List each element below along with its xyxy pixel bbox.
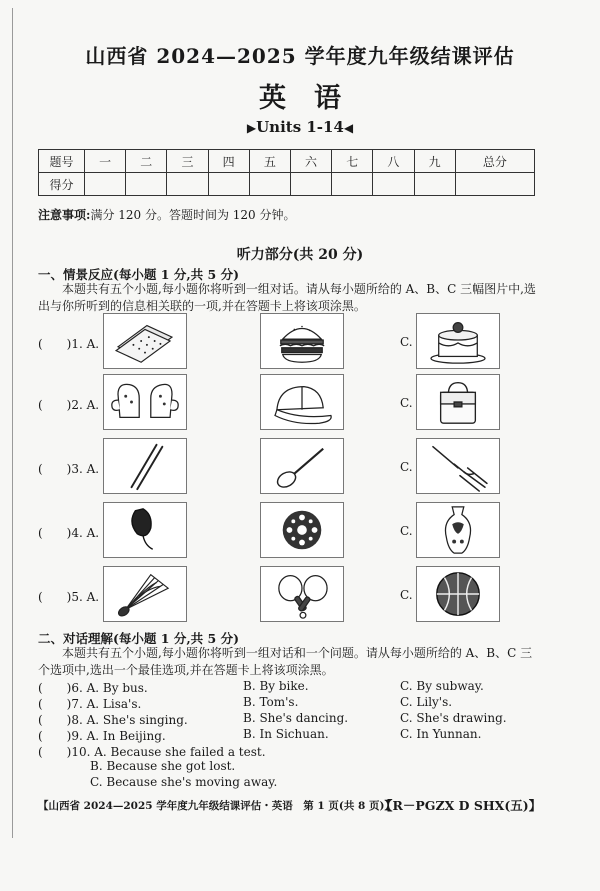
score-col: 九 bbox=[414, 150, 455, 173]
score-col: 三 bbox=[167, 150, 208, 173]
option-c: C. Lily's. bbox=[400, 695, 453, 709]
section2-description: 本题共有五个小题,每小题你将听到一组对话和一个问题。请从每小题所给的 A、B、C 三个选项中,选出一个最佳选项,并在答题卡上将该项涂黑。 bbox=[38, 646, 533, 677]
units-label: Units 1-14 bbox=[256, 118, 344, 136]
chopsticks-icon[interactable] bbox=[103, 438, 187, 494]
score-cell[interactable] bbox=[414, 173, 455, 196]
option-c: C. By subway. bbox=[400, 679, 484, 693]
spoon-icon[interactable] bbox=[260, 438, 344, 494]
question-7-row bbox=[38, 695, 538, 710]
score-cell[interactable] bbox=[290, 173, 331, 196]
notice-text: 满分 120 分。答题时间为 120 分钟。 bbox=[90, 208, 296, 222]
score-cell[interactable] bbox=[208, 173, 249, 196]
question-9-row bbox=[38, 727, 538, 742]
option-a: ( )8. A. She's singing. bbox=[38, 713, 188, 727]
question-10-option-b-row bbox=[38, 759, 538, 774]
option-b: B. She's dancing. bbox=[243, 711, 349, 725]
score-table-header-row bbox=[39, 150, 535, 173]
units-right-arrow: ◀ bbox=[343, 121, 354, 135]
score-col: 四 bbox=[208, 150, 249, 173]
score-table bbox=[38, 149, 535, 196]
question-10-option-c-row bbox=[38, 775, 538, 790]
question-5-row bbox=[38, 566, 508, 623]
score-col: 一 bbox=[85, 150, 126, 173]
score-col-total: 总分 bbox=[455, 150, 534, 173]
score-col: 六 bbox=[290, 150, 331, 173]
section1-title: 一、情景反应(每小题 1 分,共 5 分) bbox=[38, 267, 239, 282]
question-number: ( )4. A. bbox=[38, 526, 100, 540]
footer-code: 【R－PGZX D SHX(五)】 bbox=[380, 798, 542, 813]
option-b: B. Tom's. bbox=[243, 695, 299, 709]
cap-icon[interactable] bbox=[260, 374, 344, 430]
option-c: C. She's drawing. bbox=[400, 711, 507, 725]
option-b: B. In Sichuan. bbox=[243, 727, 329, 741]
notice bbox=[38, 206, 296, 223]
crackers-icon[interactable] bbox=[103, 313, 187, 369]
option-b: B. By bike. bbox=[243, 679, 309, 693]
fan-icon[interactable] bbox=[103, 502, 187, 558]
score-cell[interactable] bbox=[332, 173, 373, 196]
score-col: 七 bbox=[332, 150, 373, 173]
ping-pong-icon[interactable] bbox=[260, 566, 344, 622]
option-c-label: C. bbox=[400, 524, 413, 538]
basketball-icon[interactable] bbox=[416, 566, 500, 622]
score-cell-total[interactable] bbox=[455, 173, 534, 196]
question-10-row bbox=[38, 743, 538, 758]
fork-icon[interactable] bbox=[416, 438, 500, 494]
score-col: 八 bbox=[373, 150, 414, 173]
question-number: ( )3. A. bbox=[38, 462, 100, 476]
footer-page-info: 【山西省 2024—2025 学年度九年级结课评估・英语 第 1 页(共 8 页)】 bbox=[38, 800, 395, 812]
score-cell[interactable] bbox=[167, 173, 208, 196]
score-col: 五 bbox=[249, 150, 290, 173]
question-number: ( )1. A. bbox=[38, 337, 100, 351]
question-number: ( )2. A. bbox=[38, 398, 100, 412]
option-a: ( )6. A. By bus. bbox=[38, 681, 148, 695]
listening-heading: 听力部分(共 20 分) bbox=[236, 247, 364, 263]
option-a: ( )9. A. In Beijing. bbox=[38, 729, 166, 743]
option-a: ( )10. A. Because she failed a test. bbox=[38, 745, 266, 759]
score-table-row2-label: 得分 bbox=[39, 173, 85, 196]
vase-icon[interactable] bbox=[416, 502, 500, 558]
cake-icon[interactable] bbox=[416, 313, 500, 369]
option-c-label: C. bbox=[400, 396, 413, 410]
score-col: 二 bbox=[126, 150, 167, 173]
option-c: C. In Yunnan. bbox=[400, 727, 482, 741]
subject-title: 英语 bbox=[259, 83, 369, 114]
option-b: B. Because she got lost. bbox=[90, 759, 236, 773]
handbag-icon[interactable] bbox=[416, 374, 500, 430]
section1-description: 本题共有五个小题,每小题你将听到一组对话。请从每小题所给的 A、B、C 三幅图片中,选出与你所听到的信息相关联的一项,并在答题卡上将该项涂黑。 bbox=[38, 282, 536, 313]
mittens-icon[interactable] bbox=[103, 374, 187, 430]
option-c: C. Because she's moving away. bbox=[90, 775, 278, 789]
question-number: ( )5. A. bbox=[38, 590, 100, 604]
option-c-label: C. bbox=[400, 335, 413, 349]
score-cell[interactable] bbox=[373, 173, 414, 196]
question-1-row bbox=[38, 313, 508, 370]
paper-cut-icon[interactable] bbox=[260, 502, 344, 558]
section2-title: 二、对话理解(每小题 1 分,共 5 分) bbox=[38, 631, 239, 646]
burger-icon[interactable] bbox=[260, 313, 344, 369]
score-cell[interactable] bbox=[85, 173, 126, 196]
option-a: ( )7. A. Lisa's. bbox=[38, 697, 142, 711]
question-8-row bbox=[38, 711, 538, 726]
score-cell[interactable] bbox=[249, 173, 290, 196]
question-4-row bbox=[38, 502, 508, 559]
units-range bbox=[0, 118, 600, 136]
shuttlecock-icon[interactable] bbox=[103, 566, 187, 622]
option-c-label: C. bbox=[400, 588, 413, 602]
question-6-row bbox=[38, 679, 538, 694]
score-table-score-row bbox=[39, 173, 535, 196]
question-2-row bbox=[38, 374, 508, 431]
units-left-arrow: ▶ bbox=[246, 121, 257, 135]
question-3-row bbox=[38, 438, 508, 495]
score-table-row1-label: 题号 bbox=[39, 150, 85, 173]
score-cell[interactable] bbox=[126, 173, 167, 196]
option-c-label: C. bbox=[400, 460, 413, 474]
notice-label: 注意事项: bbox=[38, 208, 91, 222]
exam-title: 山西省 2024—2025 学年度九年级结课评估 bbox=[85, 44, 515, 68]
